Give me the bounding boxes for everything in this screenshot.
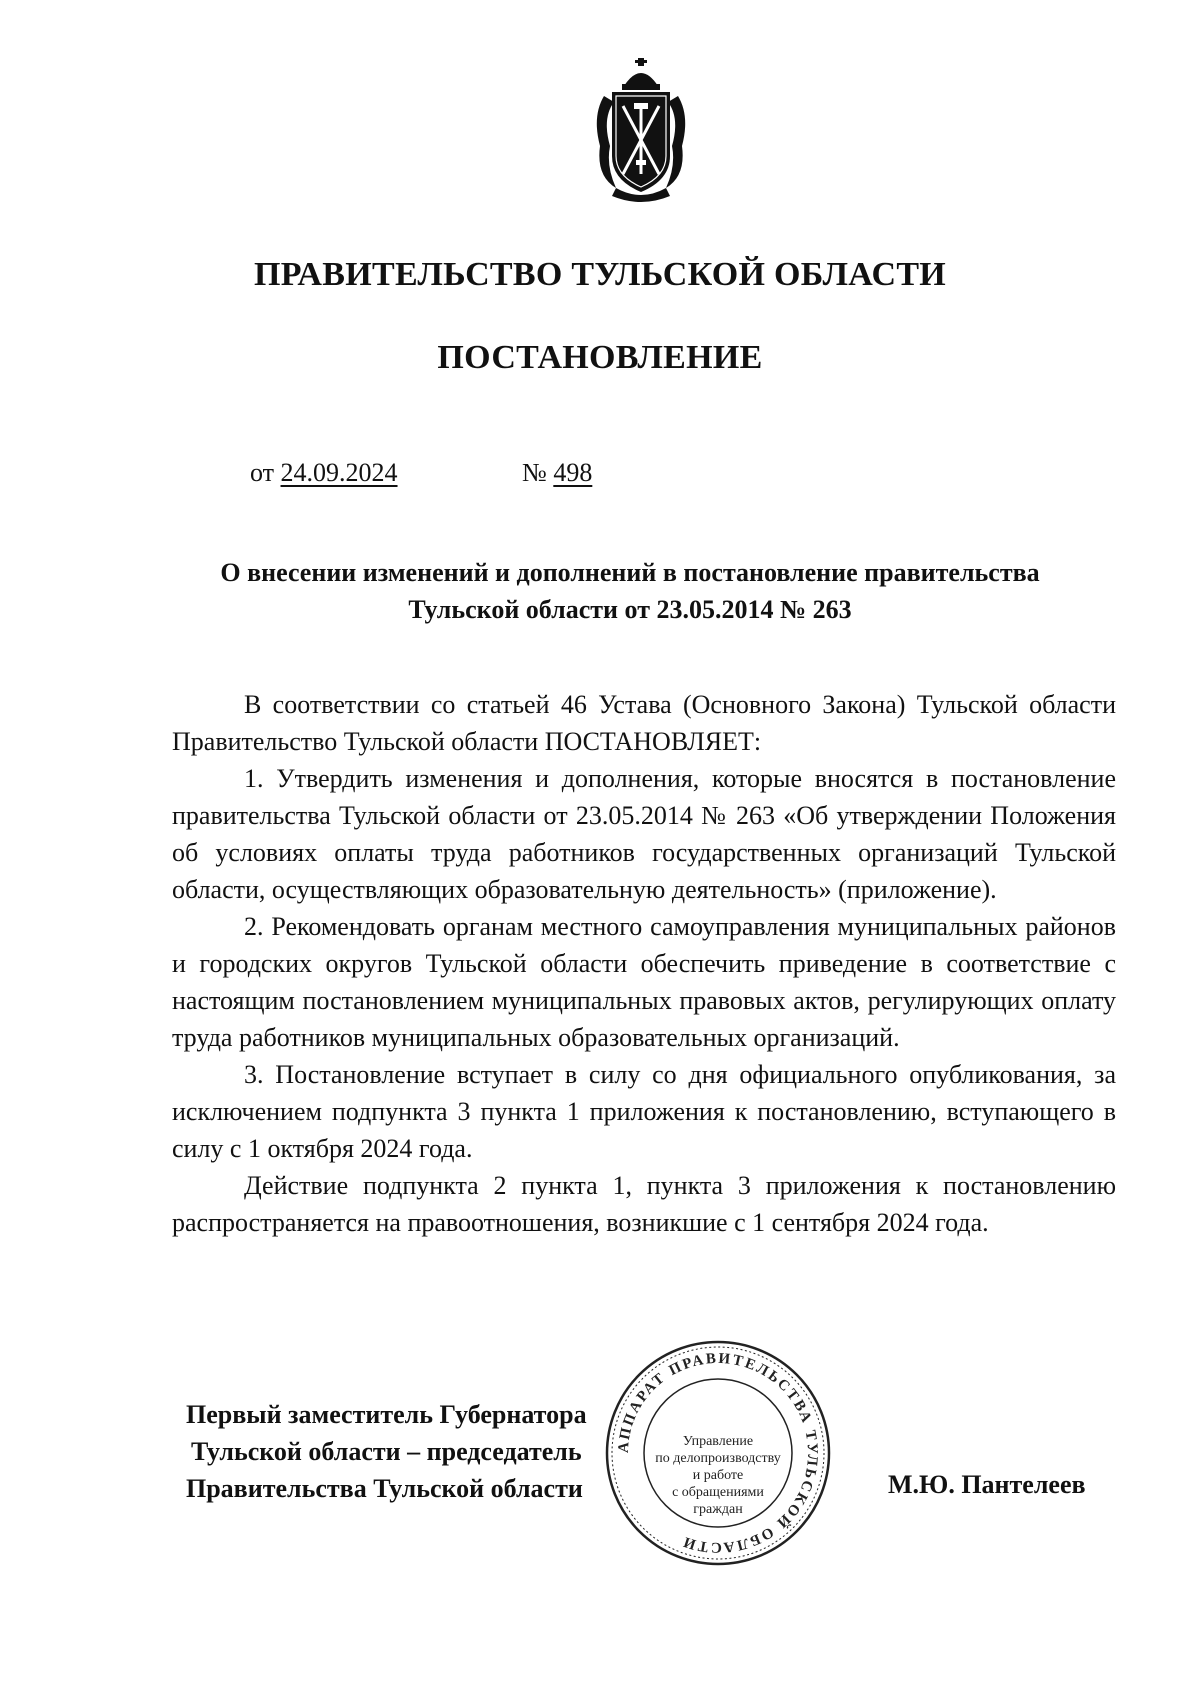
paragraph-item-2: 2. Рекомендовать органам местного самоуправления муниципальных районов и городских округов Тульской области обеспечить приведение в соответствие с настоящим постановлением муниципальных правовых актов, регулирующих оплату труда работников муниципальных образовательных организаций.: [172, 912, 1116, 1052]
signer-name: М.Ю. Пантелеев: [888, 1470, 1086, 1499]
tula-coat-of-arms-icon: [586, 56, 696, 206]
document-date: 24.09.2024: [280, 458, 398, 487]
stamp-ring-text: АППАРАТ ПРАВИТЕЛЬСТВА ТУЛЬСКОЙ ОБЛАСТИ: [615, 1350, 821, 1556]
date-prefix: от: [250, 458, 275, 487]
document-number-line: [522, 458, 592, 488]
paragraph-item-1: 1. Утвердить изменения и дополнения, которые вносятся в постановление правительства Тульской области от 23.05.2014 № 263 «Об утверждении Положения об условиях оплаты труда работников государственных организаций Тульской области, осуществляющих образовательную деятельность» (приложение).: [172, 764, 1116, 904]
signer-title-line-2: Тульской области – председатель: [191, 1437, 582, 1466]
number-prefix: №: [522, 458, 547, 487]
signer-title: [186, 1396, 646, 1507]
document-type: ПОСТАНОВЛЕНИЕ: [437, 339, 763, 376]
document-body: [172, 686, 1116, 1241]
stamp-center-text: [636, 1433, 800, 1518]
signer-title-line-3: Правительства Тульской области: [186, 1474, 583, 1503]
document-date-line: [250, 458, 398, 488]
subject-line-1: О внесении изменений и дополнений в постановление правительства: [220, 558, 1040, 587]
stamp-line-1: Управление: [682, 1434, 754, 1449]
paragraph-item-3: 3. Постановление вступает в силу со дня официального опубликования, за исключением подпункта 3 пункта 1 приложения к постановлению, вступающего в силу с 1 октября 2024 года.: [172, 1060, 1116, 1163]
stamp-line-2: по делопроизводству: [655, 1451, 781, 1466]
subject-line-2: Тульской области от 23.05.2014 № 263: [408, 595, 852, 624]
document-subject: [170, 554, 1090, 628]
organization-name: ПРАВИТЕЛЬСТВО ТУЛЬСКОЙ ОБЛАСТИ: [253, 256, 947, 293]
paragraph-effect: Действие подпункта 2 пункта 1, пункта 3 приложения к постановлению распространяется на правоотношения, возникшие с 1 сентября 2024 года.: [172, 1171, 1116, 1237]
stamp-line-3: и работе: [692, 1468, 744, 1483]
document-number: 498: [553, 458, 593, 487]
stamp-line-4: с обращениями: [672, 1485, 764, 1500]
paragraph-preamble: В соответствии со статьей 46 Устава (Основного Закона) Тульской области Правительство Тульской области ПОСТАНОВЛЯЕТ:: [172, 690, 1116, 756]
signer-title-line-1: Первый заместитель Губернатора: [186, 1400, 587, 1429]
stamp-line-5: граждан: [693, 1502, 743, 1517]
